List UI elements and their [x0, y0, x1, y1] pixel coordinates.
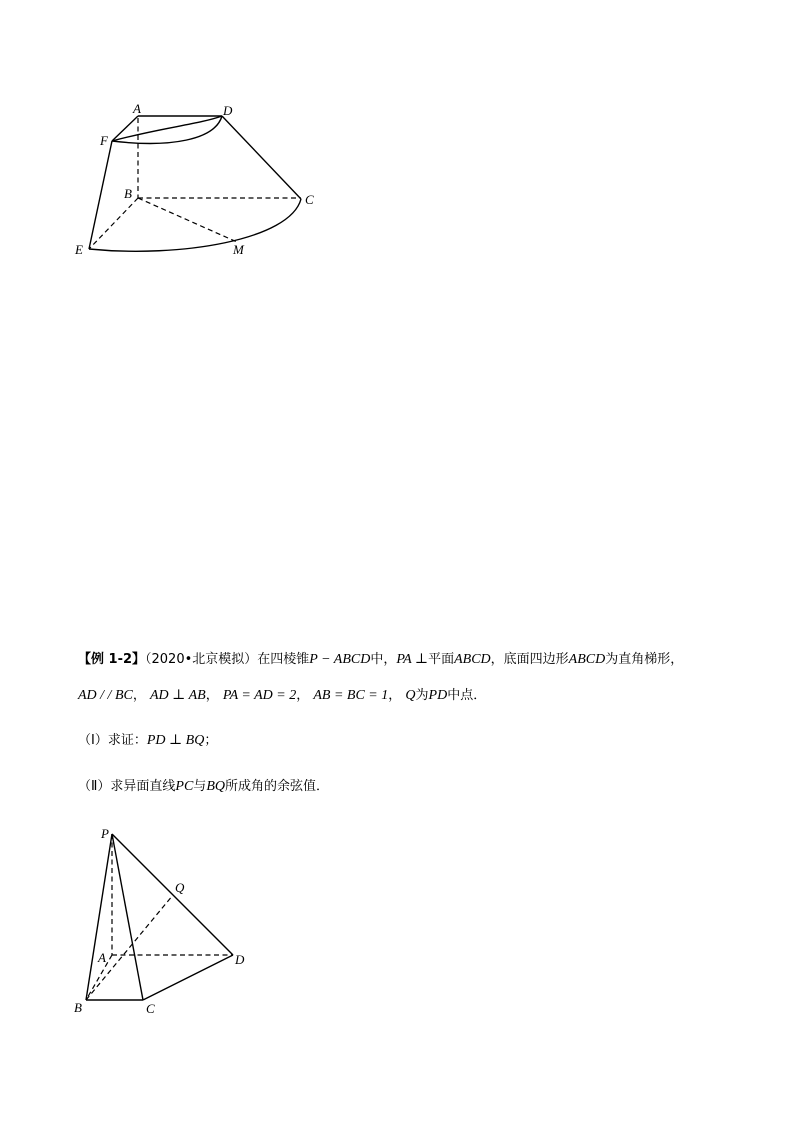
- label-D2: D: [235, 952, 245, 967]
- label-M: M: [233, 242, 244, 257]
- label-D: D: [223, 103, 233, 118]
- label-P: P: [101, 826, 109, 841]
- edge-PB: [86, 834, 112, 1000]
- label-B: B: [124, 186, 132, 201]
- edge-DC: [222, 116, 301, 199]
- label-Q: Q: [175, 880, 185, 895]
- edge-BM-hidden: [138, 198, 237, 242]
- label-E: E: [75, 242, 83, 257]
- label-A2: A: [98, 950, 106, 965]
- label-F: F: [100, 133, 108, 148]
- arc-EC: [89, 199, 301, 251]
- label-B2: B: [74, 1000, 82, 1015]
- figure-frustum: [0, 0, 794, 300]
- example-tag: 【例 1-2】: [78, 652, 146, 667]
- edge-CD: [143, 955, 233, 1000]
- label-A: A: [133, 101, 141, 116]
- example-line-2: AD / / BC， AD ⊥ AB， PA = AD = 2， AB = BC = 1， Q为PD中点．: [78, 688, 487, 703]
- label-C: C: [305, 192, 314, 207]
- arc-FD-upper: [112, 116, 222, 141]
- question-part-1: （Ⅰ）求证：PD ⊥ BQ；: [78, 733, 218, 748]
- example-source: （2020•北京模拟）: [145, 652, 258, 667]
- segment-BQ-hidden: [86, 895, 173, 1000]
- edge-PD: [112, 834, 233, 955]
- question-part-2: （Ⅱ）求异面直线PC与BQ所成角的余弦值．: [78, 779, 329, 794]
- edge-BE-hidden: [89, 198, 138, 249]
- figure-pyramid: [0, 810, 794, 1030]
- edge-FE: [89, 141, 112, 249]
- example-line-1: 【例 1-2】（2020•北京模拟）在四棱锥P − ABCD中，PA ⊥平面ABCD，底面四边形ABCD为直角梯形，: [78, 652, 684, 667]
- label-C2: C: [146, 1001, 155, 1016]
- edge-PC: [112, 834, 143, 1000]
